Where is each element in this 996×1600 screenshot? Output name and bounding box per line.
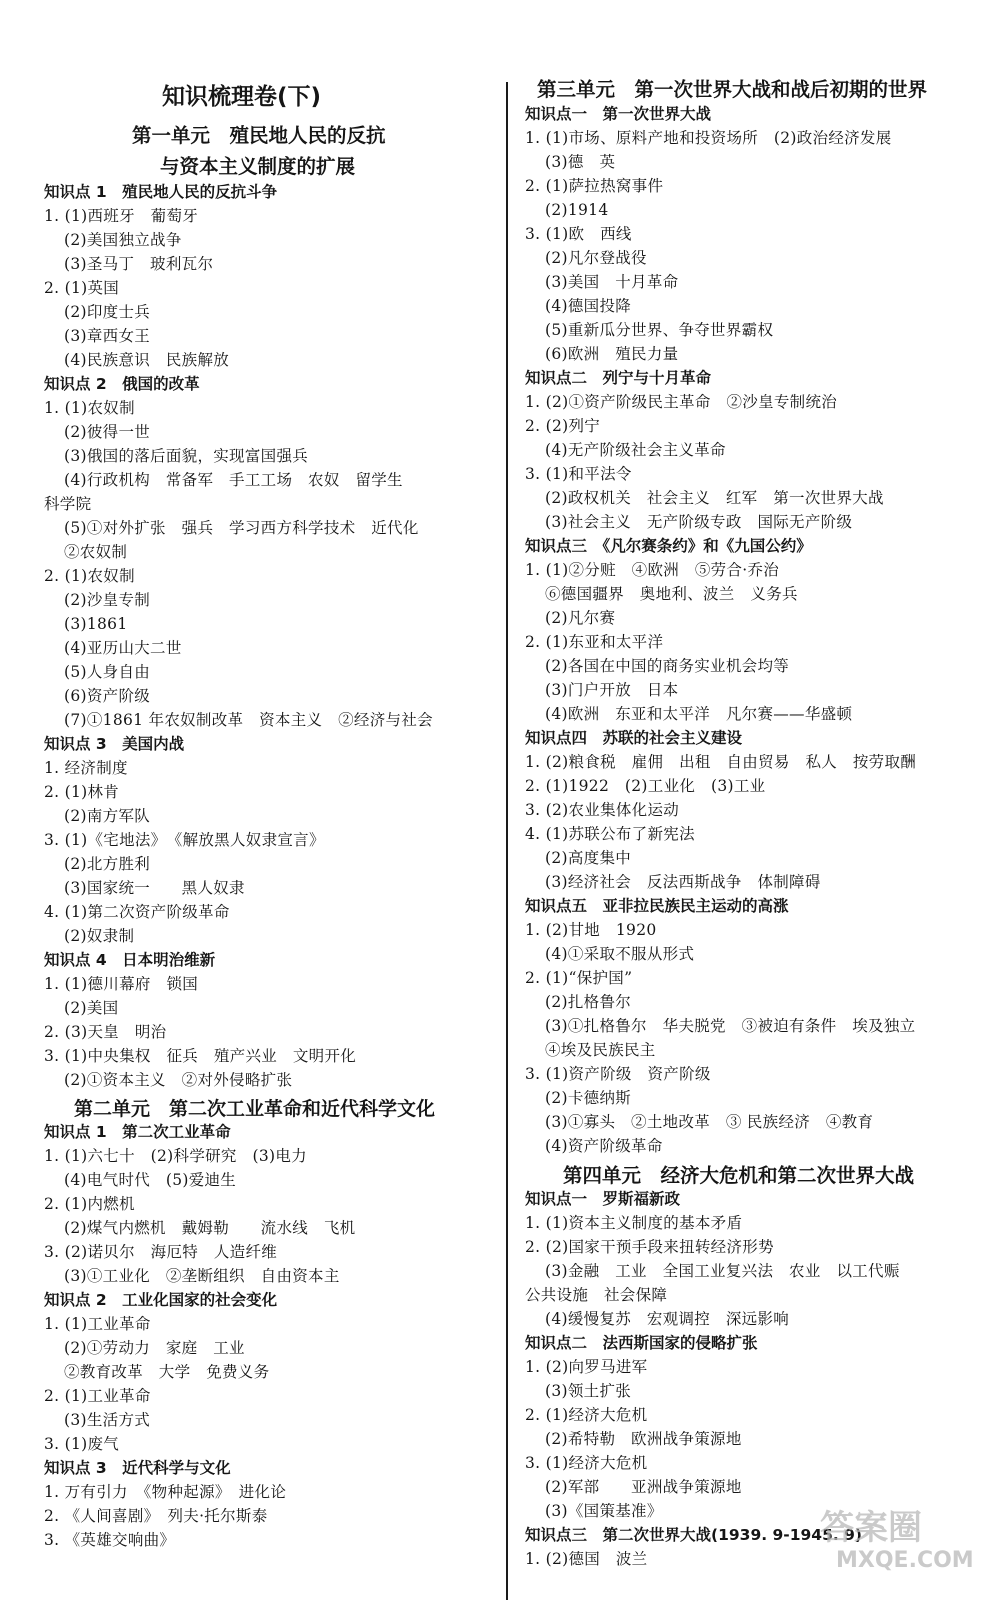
- u1-kp2-line: (7)①1861 年农奴制改革 资本主义 ②经济与社会: [64, 711, 433, 729]
- u4-kp3-line: 1. (2)德国 波兰: [525, 1550, 648, 1568]
- u2-kp3-line: 3. 《英雄交响曲》: [44, 1531, 176, 1549]
- u1-kp3-heading: 知识点 3 美国内战: [44, 735, 185, 753]
- u2-kp1-line: (2)煤气内燃机 戴姆勒 流水线 飞机: [64, 1219, 356, 1237]
- u3-kp3-heading: 知识点三 《凡尔赛条约》和《九国公约》: [525, 537, 812, 555]
- u1-kp1-line: (2)印度士兵: [64, 303, 151, 321]
- u1-kp3-line: (3)国家统一 黑人奴隶: [64, 879, 245, 897]
- unit2-title: 第二单元 第二次工业革命和近代科学文化: [74, 1098, 436, 1120]
- u1-kp1-line: (3)章西女王: [64, 327, 151, 345]
- u3-kp1-line: (3)德 英: [545, 153, 616, 171]
- u4-kp2-heading: 知识点二 法西斯国家的侵略扩张: [525, 1334, 758, 1352]
- u4-kp1-heading: 知识点一 罗斯福新政: [525, 1190, 681, 1208]
- u3-kp5-line: 3. (1)资产阶级 资产阶级: [525, 1065, 711, 1083]
- page-title: 知识梳理卷(下): [162, 84, 322, 110]
- u1-kp4-line: 2. (3)天皇 明治: [44, 1023, 167, 1041]
- u4-kp3-heading: 知识点三 第二次世界大战(1939. 9-1945. 9): [525, 1526, 863, 1544]
- u2-kp2-line: 3. (1)废气: [44, 1435, 120, 1453]
- unit1-title-line1: 第一单元 殖民地人民的反抗: [132, 124, 386, 147]
- u1-kp2-line: 2. (1)农奴制: [44, 567, 135, 585]
- u1-kp2-line: 1. (1)农奴制: [44, 399, 135, 417]
- u4-kp2-line: 1. (2)向罗马进军: [525, 1358, 648, 1376]
- u4-kp2-line: (2)希特勒 欧洲战争策源地: [545, 1430, 742, 1448]
- u4-kp1-line: (4)缓慢复苏 宏观调控 深远影响: [545, 1310, 790, 1328]
- u4-kp1-line: (3)金融 工业 全国工业复兴法 农业 以工代赈: [545, 1262, 900, 1280]
- u1-kp4-heading: 知识点 4 日本明治维新: [44, 951, 216, 969]
- u3-kp2-line: 1. (2)①资产阶级民主革命 ②沙皇专制统治: [525, 393, 838, 411]
- u3-kp4-line: 3. (2)农业集体化运动: [525, 801, 680, 819]
- watermark-logo: 答案圈: [820, 1508, 922, 1548]
- u3-kp1-line: (6)欧洲 殖民力量: [545, 345, 679, 363]
- column-divider: [506, 82, 508, 1600]
- u3-kp1-line: (3)美国 十月革命: [545, 273, 679, 291]
- u3-kp5-line: (2)扎格鲁尔: [545, 993, 632, 1011]
- u1-kp1-line: (2)美国独立战争: [64, 231, 182, 249]
- u3-kp5-line: (4)①采取不服从形式: [545, 945, 695, 963]
- u3-kp5-line: (4)资产阶级革命: [545, 1137, 663, 1155]
- u3-kp5-line: (2)卡德纳斯: [545, 1089, 632, 1107]
- u2-kp3-heading: 知识点 3 近代科学与文化: [44, 1459, 231, 1477]
- u1-kp4-line: (2)①资本主义 ②对外侵略扩张: [64, 1071, 293, 1089]
- u2-kp1-line: (4)电气时代 (5)爱迪生: [64, 1171, 237, 1189]
- u3-kp3-line: 2. (1)东亚和太平洋: [525, 633, 664, 651]
- u2-kp2-line: 1. (1)工业革命: [44, 1315, 151, 1333]
- u3-kp1-heading: 知识点一 第一次世界大战: [525, 105, 712, 123]
- u3-kp5-line: (3)①扎格鲁尔 华夫脱党 ③被迫有条件 埃及独立: [545, 1017, 916, 1035]
- u2-kp2-line: (3)生活方式: [64, 1411, 151, 1429]
- u3-kp4-line: (2)高度集中: [545, 849, 632, 867]
- u3-kp2-line: (3)社会主义 无产阶级专政 国际无产阶级: [545, 513, 853, 531]
- u3-kp4-line: 1. (2)粮食税 雇佣 出租 自由贸易 私人 按劳取酬: [525, 753, 917, 771]
- u1-kp1-line: (4)民族意识 民族解放: [64, 351, 230, 369]
- u3-kp3-line: ⑥德国疆界 奥地利、波兰 义务兵: [545, 585, 798, 603]
- u4-kp2-line: (2)军部 亚洲战争策源地: [545, 1478, 742, 1496]
- u2-kp3-line: 2. 《人间喜剧》 列夫·托尔斯泰: [44, 1507, 268, 1525]
- u1-kp3-line: (2)南方军队: [64, 807, 151, 825]
- u3-kp3-line: 1. (1)②分赃 ④欧洲 ⑤劳合·乔治: [525, 561, 780, 579]
- u1-kp3-line: (2)北方胜利: [64, 855, 151, 873]
- u3-kp5-line: ④埃及民族民主: [545, 1041, 656, 1059]
- u3-kp5-line: (3)①寡头 ②土地改革 ③ 民族经济 ④教育: [545, 1113, 874, 1131]
- u2-kp2-line: ②教育改革 大学 免费义务: [64, 1363, 270, 1381]
- u1-kp4-line: 1. (1)德川幕府 锁国: [44, 975, 199, 993]
- u3-kp3-line: (2)各国在中国的商务实业机会均等: [545, 657, 790, 675]
- u1-kp1-line: 2. (1)英国: [44, 279, 120, 297]
- u3-kp1-line: 1. (1)市场、原料产地和投资场所 (2)政治经济发展: [525, 129, 892, 147]
- u1-kp2-line: (3)1861: [64, 615, 128, 633]
- u3-kp2-heading: 知识点二 列宁与十月革命: [525, 369, 712, 387]
- u3-kp1-line: (2)1914: [545, 201, 609, 219]
- u4-kp2-line: 2. (1)经济大危机: [525, 1406, 648, 1424]
- u2-kp1-heading: 知识点 1 第二次工业革命: [44, 1123, 231, 1141]
- u3-kp1-line: 3. (1)欧 西线: [525, 225, 632, 243]
- u1-kp2-line: ②农奴制: [64, 543, 128, 561]
- u4-kp1-line: 1. (1)资本主义制度的基本矛盾: [525, 1214, 743, 1232]
- u2-kp2-line: (2)①劳动力 家庭 工业: [64, 1339, 245, 1357]
- u3-kp2-line: 2. (2)列宁: [525, 417, 601, 435]
- u2-kp3-line: 1. 万有引力 《物种起源》 进化论: [44, 1483, 287, 1501]
- u1-kp4-line: 3. (1)中央集权 征兵 殖产兴业 文明开化: [44, 1047, 357, 1065]
- u3-kp1-line: (5)重新瓜分世界、争夺世界霸权: [545, 321, 774, 339]
- u3-kp2-line: 3. (1)和平法令: [525, 465, 632, 483]
- u1-kp3-line: 2. (1)林肯: [44, 783, 120, 801]
- u1-kp3-line: 1. 经济制度: [44, 759, 128, 777]
- u1-kp3-line: 3. (1)《宅地法》 《解放黑人奴隶宣言》: [44, 831, 325, 849]
- u1-kp2-heading: 知识点 2 俄国的改革: [44, 375, 200, 393]
- u3-kp2-line: (4)无产阶级社会主义革命: [545, 441, 726, 459]
- u1-kp2-line: (6)资产阶级: [64, 687, 151, 705]
- u3-kp1-line: 2. (1)萨拉热窝事件: [525, 177, 664, 195]
- u3-kp3-line: (4)欧洲 东亚和太平洋 凡尔赛——华盛顿: [545, 705, 853, 723]
- u3-kp4-line: 2. (1)1922 (2)工业化 (3)工业: [525, 777, 766, 795]
- u3-kp5-heading: 知识点五 亚非拉民族民主运动的高涨: [525, 897, 789, 915]
- u3-kp5-line: 2. (1)“保护国”: [525, 969, 633, 987]
- u3-kp3-line: (3)门户开放 日本: [545, 681, 679, 699]
- u2-kp1-line: (3)①工业化 ②垄断组织 自由资本主: [64, 1267, 340, 1285]
- u3-kp4-heading: 知识点四 苏联的社会主义建设: [525, 729, 743, 747]
- u1-kp2-line: (4)亚历山大二世: [64, 639, 182, 657]
- u2-kp1-line: 2. (1)内燃机: [44, 1195, 135, 1213]
- u1-kp1-line: 1. (1)西班牙 葡萄牙: [44, 207, 199, 225]
- u1-kp1-heading: 知识点 1 殖民地人民的反抗斗争: [44, 183, 278, 201]
- u1-kp1-line: (3)圣马丁 玻利瓦尔: [64, 255, 214, 273]
- u4-kp1-line: 公共设施 社会保障: [525, 1286, 668, 1304]
- unit4-title: 第四单元 经济大危机和第二次世界大战: [563, 1164, 915, 1187]
- u2-kp2-heading: 知识点 2 工业化国家的社会变化: [44, 1291, 278, 1309]
- u2-kp2-line: 2. (1)工业革命: [44, 1387, 151, 1405]
- u3-kp4-line: 4. (1)苏联公布了新宪法: [525, 825, 695, 843]
- u3-kp1-line: (4)德国投降: [545, 297, 632, 315]
- u1-kp3-line: 4. (1)第二次资产阶级革命: [44, 903, 230, 921]
- u3-kp1-line: (2)凡尔登战役: [545, 249, 647, 267]
- u1-kp2-line: (5)人身自由: [64, 663, 151, 681]
- u1-kp2-line: (4)行政机构 常备军 手工工场 农奴 留学生: [64, 471, 403, 489]
- unit1-title-line2: 与资本主义制度的扩展: [160, 155, 356, 178]
- u1-kp3-line: (2)奴隶制: [64, 927, 135, 945]
- u1-kp4-line: (2)美国: [64, 999, 119, 1017]
- u3-kp3-line: (2)凡尔赛: [545, 609, 616, 627]
- u3-kp2-line: (2)政权机关 社会主义 红军 第一次世界大战: [545, 489, 884, 507]
- u1-kp2-line: (3)俄国的落后面貌，实现富国强兵: [64, 447, 309, 465]
- u1-kp2-line: (5)①对外扩张 强兵 学习西方科学技术 近代化: [64, 519, 419, 537]
- u4-kp2-line: (3)领土扩张: [545, 1382, 632, 1400]
- unit3-title: 第三单元 第一次世界大战和战后初期的世界: [537, 78, 928, 101]
- u4-kp1-line: 2. (2)国家干预手段来扭转经济形势: [525, 1238, 774, 1256]
- u1-kp2-line: 科学院: [44, 495, 92, 513]
- u2-kp1-line: 1. (1)六七十 (2)科学研究 (3)电力: [44, 1147, 307, 1165]
- u1-kp2-line: (2)彼得一世: [64, 423, 151, 441]
- u2-kp1-line: 3. (2)诺贝尔 海厄特 人造纤维: [44, 1243, 278, 1261]
- u3-kp4-line: (3)经济社会 反法西斯战争 体制障碍: [545, 873, 821, 891]
- u4-kp2-line: (3)《国策基准》: [545, 1502, 663, 1520]
- u3-kp5-line: 1. (2)甘地 1920: [525, 921, 657, 939]
- u4-kp2-line: 3. (1)经济大危机: [525, 1454, 648, 1472]
- u1-kp2-line: (2)沙皇专制: [64, 591, 151, 609]
- watermark-url: MXQE.COM: [836, 1548, 974, 1573]
